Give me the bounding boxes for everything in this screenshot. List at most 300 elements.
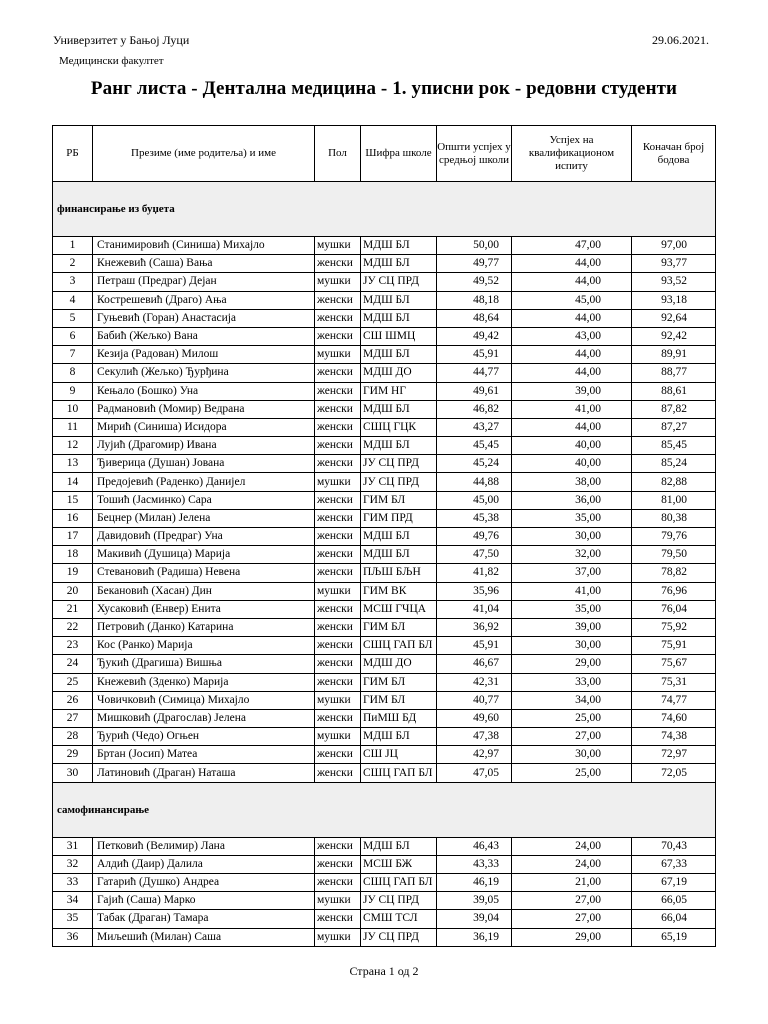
gender-cell: женски <box>315 855 361 873</box>
final-points-cell: 65,19 <box>632 928 716 946</box>
name-cell: Гајић (Саша) Марко <box>93 892 315 910</box>
exam-success-cell: 21,00 <box>512 874 632 892</box>
name-cell: Ђурић (Чедо) Огњен <box>93 728 315 746</box>
gender-cell: женски <box>315 746 361 764</box>
name-cell: Петраш (Предраг) Дејан <box>93 273 315 291</box>
table-row <box>53 564 716 582</box>
exam-success-cell: 33,00 <box>512 673 632 691</box>
school-success-cell: 45,45 <box>437 437 512 455</box>
table-row <box>53 910 716 928</box>
school-code-cell: СШЦ ГЦК <box>361 418 437 436</box>
exam-success-cell: 41,00 <box>512 582 632 600</box>
school-success-cell: 36,92 <box>437 618 512 636</box>
exam-success-cell: 30,00 <box>512 746 632 764</box>
name-cell: Петковић (Велимир) Лана <box>93 837 315 855</box>
gender-cell: женски <box>315 509 361 527</box>
exam-success-cell: 25,00 <box>512 764 632 782</box>
rank-cell: 19 <box>53 564 93 582</box>
school-success-cell: 47,38 <box>437 728 512 746</box>
faculty-name: Медицински факултет <box>59 55 164 67</box>
rank-cell: 15 <box>53 491 93 509</box>
school-code-cell: ГИМ ПРД <box>361 509 437 527</box>
name-cell: Радмановић (Момир) Ведрана <box>93 400 315 418</box>
table-row <box>53 255 716 273</box>
school-code-cell: СШЦ ГАП БЛ <box>361 637 437 655</box>
table-row <box>53 346 716 364</box>
school-success-cell: 42,97 <box>437 746 512 764</box>
gender-cell: женски <box>315 255 361 273</box>
exam-success-cell: 44,00 <box>512 364 632 382</box>
gender-cell: женски <box>315 709 361 727</box>
school-code-cell: МДШ БЛ <box>361 437 437 455</box>
gender-cell: женски <box>315 564 361 582</box>
final-points-cell: 93,18 <box>632 291 716 309</box>
table-row <box>53 364 716 382</box>
table-row <box>53 655 716 673</box>
school-code-cell: МДШ БЛ <box>361 309 437 327</box>
school-code-cell: ЈУ СЦ ПРД <box>361 273 437 291</box>
exam-success-cell: 44,00 <box>512 418 632 436</box>
col-header-uspjeh: Успјех на квалификационом испиту <box>512 126 632 182</box>
table-row <box>53 637 716 655</box>
school-success-cell: 49,60 <box>437 709 512 727</box>
rank-cell: 21 <box>53 600 93 618</box>
exam-success-cell: 32,00 <box>512 546 632 564</box>
gender-cell: женски <box>315 327 361 345</box>
gender-cell: женски <box>315 491 361 509</box>
final-points-cell: 74,60 <box>632 709 716 727</box>
exam-success-cell: 35,00 <box>512 600 632 618</box>
rank-cell: 23 <box>53 637 93 655</box>
section-title: финансирање из буџета <box>53 182 716 237</box>
rank-cell: 28 <box>53 728 93 746</box>
rank-cell: 22 <box>53 618 93 636</box>
col-header-opsti: Општи успјех у средњој школи <box>437 126 512 182</box>
school-success-cell: 45,24 <box>437 455 512 473</box>
school-success-cell: 46,19 <box>437 874 512 892</box>
final-points-cell: 78,82 <box>632 564 716 582</box>
table-row <box>53 309 716 327</box>
rank-cell: 7 <box>53 346 93 364</box>
rank-cell: 34 <box>53 892 93 910</box>
final-points-cell: 85,24 <box>632 455 716 473</box>
gender-cell: мушки <box>315 237 361 255</box>
exam-success-cell: 44,00 <box>512 346 632 364</box>
school-success-cell: 46,43 <box>437 837 512 855</box>
school-code-cell: ГИМ БЛ <box>361 491 437 509</box>
school-code-cell: ГИМ БЛ <box>361 673 437 691</box>
table-row <box>53 273 716 291</box>
exam-success-cell: 25,00 <box>512 709 632 727</box>
name-cell: Бабић (Жељко) Вана <box>93 327 315 345</box>
name-cell: Лујић (Драгомир) Ивана <box>93 437 315 455</box>
table-row <box>53 509 716 527</box>
name-cell: Кезија (Радован) Милош <box>93 346 315 364</box>
col-header-name: Презиме (име родитеља) и име <box>93 126 315 182</box>
school-success-cell: 48,64 <box>437 309 512 327</box>
name-cell: Табак (Драган) Тамара <box>93 910 315 928</box>
rank-cell: 32 <box>53 855 93 873</box>
school-code-cell: ГИМ БЛ <box>361 691 437 709</box>
gender-cell: женски <box>315 837 361 855</box>
gender-cell: женски <box>315 655 361 673</box>
table-row <box>53 382 716 400</box>
school-success-cell: 47,50 <box>437 546 512 564</box>
section-header-row <box>53 182 716 237</box>
final-points-cell: 88,77 <box>632 364 716 382</box>
gender-cell: женски <box>315 673 361 691</box>
school-code-cell: ГИМ ВК <box>361 582 437 600</box>
table-row <box>53 528 716 546</box>
school-code-cell: ЈУ СЦ ПРД <box>361 455 437 473</box>
final-points-cell: 82,88 <box>632 473 716 491</box>
col-header-konacan: Коначан број бодова <box>632 126 716 182</box>
final-points-cell: 89,91 <box>632 346 716 364</box>
name-cell: Миљешић (Милан) Саша <box>93 928 315 946</box>
name-cell: Секулић (Жељко) Ђурђина <box>93 364 315 382</box>
final-points-cell: 79,76 <box>632 528 716 546</box>
name-cell: Ђиверица (Душан) Јована <box>93 455 315 473</box>
rank-cell: 29 <box>53 746 93 764</box>
gender-cell: женски <box>315 418 361 436</box>
rank-cell: 26 <box>53 691 93 709</box>
page-footer: Страна 1 од 2 <box>349 964 419 978</box>
final-points-cell: 66,04 <box>632 910 716 928</box>
final-points-cell: 67,19 <box>632 874 716 892</box>
rank-cell: 11 <box>53 418 93 436</box>
rank-cell: 20 <box>53 582 93 600</box>
col-header-rb: РБ <box>53 126 93 182</box>
final-points-cell: 72,05 <box>632 764 716 782</box>
exam-success-cell: 27,00 <box>512 910 632 928</box>
name-cell: Бецнер (Милан) Јелена <box>93 509 315 527</box>
exam-success-cell: 44,00 <box>512 309 632 327</box>
gender-cell: мушки <box>315 473 361 491</box>
final-points-cell: 75,91 <box>632 637 716 655</box>
gender-cell: мушки <box>315 892 361 910</box>
school-code-cell: ПЉШ БЉН <box>361 564 437 582</box>
school-success-cell: 45,38 <box>437 509 512 527</box>
school-code-cell: ЈУ СЦ ПРД <box>361 928 437 946</box>
rank-cell: 18 <box>53 546 93 564</box>
gender-cell: женски <box>315 528 361 546</box>
name-cell: Ђукић (Драгиша) Вишња <box>93 655 315 673</box>
school-success-cell: 49,42 <box>437 327 512 345</box>
name-cell: Тошић (Јасминко) Сара <box>93 491 315 509</box>
gender-cell: женски <box>315 291 361 309</box>
name-cell: Стевановић (Радиша) Невена <box>93 564 315 582</box>
university-name: Универзитет у Бањој Луци <box>53 33 190 47</box>
school-code-cell: МДШ БЛ <box>361 255 437 273</box>
final-points-cell: 87,82 <box>632 400 716 418</box>
final-points-cell: 92,42 <box>632 327 716 345</box>
ranking-table <box>52 125 716 947</box>
rank-cell: 27 <box>53 709 93 727</box>
exam-success-cell: 36,00 <box>512 491 632 509</box>
exam-success-cell: 40,00 <box>512 455 632 473</box>
exam-success-cell: 47,00 <box>512 237 632 255</box>
exam-success-cell: 41,00 <box>512 400 632 418</box>
page-title: Ранг листа - Дентална медицина - 1. уписни рок - редовни студенти <box>90 78 678 99</box>
final-points-cell: 76,04 <box>632 600 716 618</box>
name-cell: Предојевић (Раденко) Данијел <box>93 473 315 491</box>
section-header-row <box>53 782 716 837</box>
school-code-cell: СШ ШМЦ <box>361 327 437 345</box>
exam-success-cell: 29,00 <box>512 655 632 673</box>
document-date: 29.06.2021. <box>652 33 709 47</box>
table-header-row <box>53 126 716 182</box>
gender-cell: женски <box>315 546 361 564</box>
gender-cell: мушки <box>315 691 361 709</box>
table-row <box>53 618 716 636</box>
gender-cell: женски <box>315 637 361 655</box>
gender-cell: мушки <box>315 728 361 746</box>
name-cell: Кострешевић (Драго) Ања <box>93 291 315 309</box>
school-success-cell: 49,61 <box>437 382 512 400</box>
rank-cell: 4 <box>53 291 93 309</box>
rank-cell: 8 <box>53 364 93 382</box>
final-points-cell: 76,96 <box>632 582 716 600</box>
name-cell: Кењало (Бошко) Уна <box>93 382 315 400</box>
exam-success-cell: 30,00 <box>512 528 632 546</box>
exam-success-cell: 45,00 <box>512 291 632 309</box>
school-code-cell: ГИМ БЛ <box>361 618 437 636</box>
final-points-cell: 70,43 <box>632 837 716 855</box>
final-points-cell: 85,45 <box>632 437 716 455</box>
name-cell: Латиновић (Драган) Наташа <box>93 764 315 782</box>
final-points-cell: 74,77 <box>632 691 716 709</box>
gender-cell: мушки <box>315 582 361 600</box>
table-row <box>53 746 716 764</box>
school-code-cell: МДШ БЛ <box>361 728 437 746</box>
rank-cell: 9 <box>53 382 93 400</box>
school-success-cell: 46,82 <box>437 400 512 418</box>
school-code-cell: МДШ ДО <box>361 655 437 673</box>
rank-cell: 17 <box>53 528 93 546</box>
rank-cell: 5 <box>53 309 93 327</box>
school-code-cell: СШЦ ГАП БЛ <box>361 874 437 892</box>
rank-cell: 25 <box>53 673 93 691</box>
table-row <box>53 327 716 345</box>
school-success-cell: 49,77 <box>437 255 512 273</box>
school-code-cell: МСШ ГЧЦА <box>361 600 437 618</box>
gender-cell: женски <box>315 382 361 400</box>
col-header-pol: Пол <box>315 126 361 182</box>
gender-cell: женски <box>315 764 361 782</box>
rank-cell: 3 <box>53 273 93 291</box>
rank-cell: 30 <box>53 764 93 782</box>
table-row <box>53 764 716 782</box>
name-cell: Бртан (Јосип) Матеа <box>93 746 315 764</box>
exam-success-cell: 35,00 <box>512 509 632 527</box>
gender-cell: мушки <box>315 273 361 291</box>
final-points-cell: 79,50 <box>632 546 716 564</box>
final-points-cell: 74,38 <box>632 728 716 746</box>
table-row <box>53 855 716 873</box>
final-points-cell: 75,67 <box>632 655 716 673</box>
name-cell: Давидовић (Предраг) Уна <box>93 528 315 546</box>
exam-success-cell: 44,00 <box>512 255 632 273</box>
table-row <box>53 237 716 255</box>
gender-cell: женски <box>315 910 361 928</box>
final-points-cell: 93,52 <box>632 273 716 291</box>
name-cell: Мирић (Синиша) Исидора <box>93 418 315 436</box>
table-row <box>53 418 716 436</box>
table-body <box>53 182 716 947</box>
rank-cell: 35 <box>53 910 93 928</box>
final-points-cell: 92,64 <box>632 309 716 327</box>
school-code-cell: МДШ БЛ <box>361 528 437 546</box>
school-code-cell: МДШ БЛ <box>361 291 437 309</box>
final-points-cell: 88,61 <box>632 382 716 400</box>
school-success-cell: 44,77 <box>437 364 512 382</box>
final-points-cell: 81,00 <box>632 491 716 509</box>
exam-success-cell: 40,00 <box>512 437 632 455</box>
exam-success-cell: 24,00 <box>512 837 632 855</box>
table-row <box>53 928 716 946</box>
gender-cell: женски <box>315 400 361 418</box>
final-points-cell: 97,00 <box>632 237 716 255</box>
table-row <box>53 673 716 691</box>
school-code-cell: МДШ БЛ <box>361 837 437 855</box>
school-code-cell: МДШ БЛ <box>361 400 437 418</box>
gender-cell: мушки <box>315 346 361 364</box>
exam-success-cell: 29,00 <box>512 928 632 946</box>
school-success-cell: 41,04 <box>437 600 512 618</box>
school-success-cell: 50,00 <box>437 237 512 255</box>
school-code-cell: СШЦ ГАП БЛ <box>361 764 437 782</box>
table-row <box>53 600 716 618</box>
school-success-cell: 39,05 <box>437 892 512 910</box>
name-cell: Бекановић (Хасан) Дин <box>93 582 315 600</box>
col-header-sifra: Шифра школе <box>361 126 437 182</box>
exam-success-cell: 27,00 <box>512 728 632 746</box>
school-success-cell: 45,91 <box>437 346 512 364</box>
name-cell: Хусаковић (Енвер) Енита <box>93 600 315 618</box>
school-success-cell: 36,19 <box>437 928 512 946</box>
school-code-cell: СШ ЈЦ <box>361 746 437 764</box>
final-points-cell: 75,92 <box>632 618 716 636</box>
rank-cell: 6 <box>53 327 93 345</box>
table-row <box>53 837 716 855</box>
name-cell: Кос (Ранко) Марија <box>93 637 315 655</box>
school-success-cell: 49,76 <box>437 528 512 546</box>
final-points-cell: 80,38 <box>632 509 716 527</box>
exam-success-cell: 30,00 <box>512 637 632 655</box>
school-success-cell: 45,91 <box>437 637 512 655</box>
name-cell: Кнежевић (Саша) Вања <box>93 255 315 273</box>
table-row <box>53 691 716 709</box>
exam-success-cell: 44,00 <box>512 273 632 291</box>
table-row <box>53 491 716 509</box>
final-points-cell: 87,27 <box>632 418 716 436</box>
table-row <box>53 473 716 491</box>
name-cell: Човичковић (Симица) Михајло <box>93 691 315 709</box>
final-points-cell: 66,05 <box>632 892 716 910</box>
rank-cell: 10 <box>53 400 93 418</box>
final-points-cell: 93,77 <box>632 255 716 273</box>
rank-cell: 1 <box>53 237 93 255</box>
rank-cell: 16 <box>53 509 93 527</box>
gender-cell: женски <box>315 309 361 327</box>
school-code-cell: МСШ БЖ <box>361 855 437 873</box>
school-success-cell: 46,67 <box>437 655 512 673</box>
section-title: самофинансирање <box>53 782 716 837</box>
name-cell: Мишковић (Драгослав) Јелена <box>93 709 315 727</box>
school-code-cell: МДШ ДО <box>361 364 437 382</box>
school-success-cell: 45,00 <box>437 491 512 509</box>
school-code-cell: МДШ БЛ <box>361 346 437 364</box>
table-row <box>53 728 716 746</box>
school-code-cell: ПиМШ БД <box>361 709 437 727</box>
school-success-cell: 40,77 <box>437 691 512 709</box>
school-success-cell: 42,31 <box>437 673 512 691</box>
name-cell: Гатарић (Душко) Андреа <box>93 874 315 892</box>
exam-success-cell: 39,00 <box>512 382 632 400</box>
school-code-cell: ГИМ НГ <box>361 382 437 400</box>
name-cell: Станимировић (Синиша) Михајло <box>93 237 315 255</box>
name-cell: Алдић (Даир) Далила <box>93 855 315 873</box>
rank-cell: 14 <box>53 473 93 491</box>
school-code-cell: МДШ БЛ <box>361 546 437 564</box>
school-success-cell: 39,04 <box>437 910 512 928</box>
school-success-cell: 47,05 <box>437 764 512 782</box>
name-cell: Кнежевић (Зденко) Марија <box>93 673 315 691</box>
gender-cell: женски <box>315 364 361 382</box>
school-success-cell: 44,88 <box>437 473 512 491</box>
school-success-cell: 35,96 <box>437 582 512 600</box>
rank-cell: 36 <box>53 928 93 946</box>
exam-success-cell: 43,00 <box>512 327 632 345</box>
school-code-cell: ЈУ СЦ ПРД <box>361 473 437 491</box>
name-cell: Петровић (Данко) Катарина <box>93 618 315 636</box>
table-row <box>53 892 716 910</box>
school-code-cell: ЈУ СЦ ПРД <box>361 892 437 910</box>
final-points-cell: 75,31 <box>632 673 716 691</box>
final-points-cell: 72,97 <box>632 746 716 764</box>
rank-cell: 13 <box>53 455 93 473</box>
table-row <box>53 455 716 473</box>
table-row <box>53 546 716 564</box>
school-success-cell: 41,82 <box>437 564 512 582</box>
table-row <box>53 400 716 418</box>
rank-cell: 12 <box>53 437 93 455</box>
exam-success-cell: 38,00 <box>512 473 632 491</box>
school-code-cell: МДШ БЛ <box>361 237 437 255</box>
gender-cell: мушки <box>315 928 361 946</box>
name-cell: Макивић (Душица) Марија <box>93 546 315 564</box>
table-row <box>53 709 716 727</box>
rank-cell: 24 <box>53 655 93 673</box>
exam-success-cell: 39,00 <box>512 618 632 636</box>
table-row <box>53 582 716 600</box>
gender-cell: женски <box>315 874 361 892</box>
rank-cell: 33 <box>53 874 93 892</box>
gender-cell: женски <box>315 618 361 636</box>
table-row <box>53 437 716 455</box>
exam-success-cell: 34,00 <box>512 691 632 709</box>
school-code-cell: СМШ ТСЛ <box>361 910 437 928</box>
gender-cell: женски <box>315 455 361 473</box>
rank-cell: 2 <box>53 255 93 273</box>
exam-success-cell: 37,00 <box>512 564 632 582</box>
exam-success-cell: 24,00 <box>512 855 632 873</box>
school-success-cell: 43,27 <box>437 418 512 436</box>
school-success-cell: 48,18 <box>437 291 512 309</box>
school-success-cell: 49,52 <box>437 273 512 291</box>
table-row <box>53 874 716 892</box>
rank-cell: 31 <box>53 837 93 855</box>
